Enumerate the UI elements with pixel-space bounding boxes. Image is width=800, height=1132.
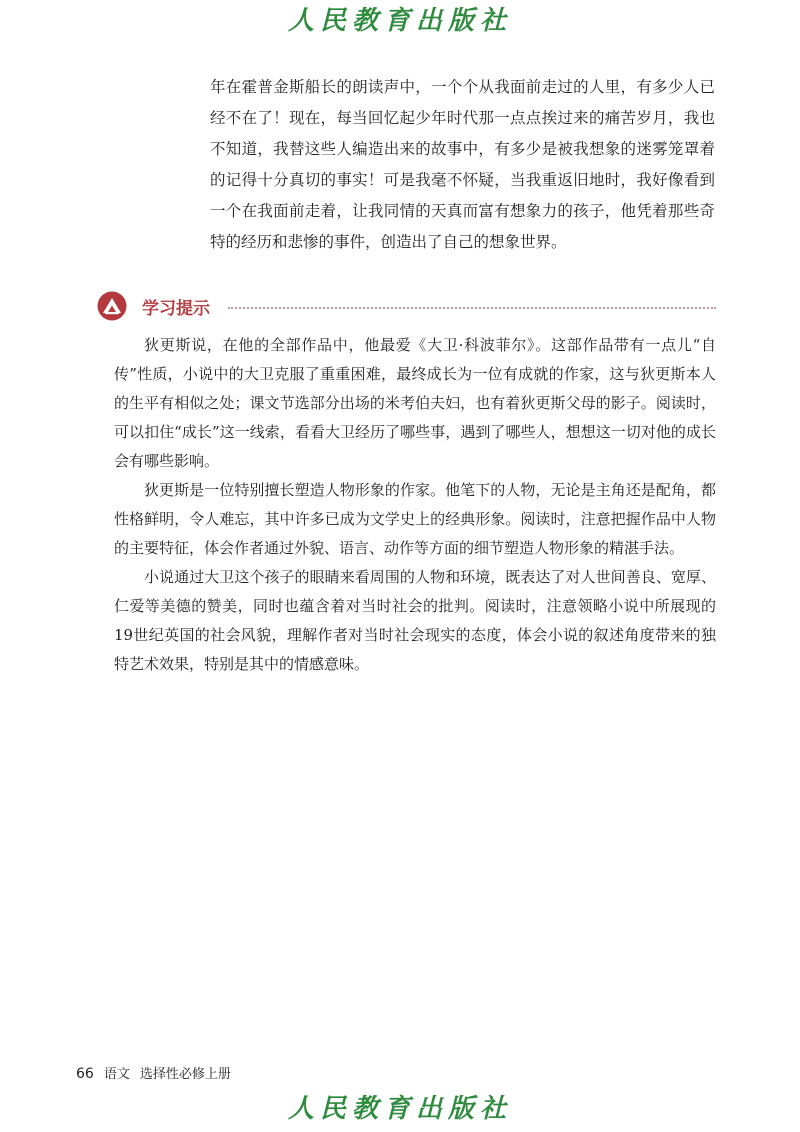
excerpt-paragraph: 年在霍普金斯船长的朗读声中，一个个从我面前走过的人里，有多少人已经不在了！现在，每当回忆起少年时代那一点点挨过来的痛苦岁月，我也不知道，我替这些人编造出来的故事中，有多少是被我想象的迷雾笼罩着的记得十分真切的事实！可是我毫不怀疑，当我重返旧地时，我好像看到一个在我面前走着，让我同情的天真而富有想象力的孩子，他凭着那些奇特的经历和悲惨的事件，创造出了自己的想象世界。 <box>210 78 715 251</box>
dotted-divider <box>228 307 716 309</box>
book-title: 选择性必修上册 <box>139 1067 231 1082</box>
book-subject: 语文 <box>103 1067 130 1082</box>
study-tips-icon <box>96 290 128 322</box>
page-footer <box>76 1063 231 1082</box>
publisher-logo-bottom: 人民教育出版社 <box>287 1094 512 1124</box>
study-tips-header <box>96 288 716 324</box>
study-tips-body <box>114 331 716 679</box>
tips-paragraph-1: 狄更斯说，在他的全部作品中，他最爱《大卫·科波菲尔》。这部作品带有一点儿“自传”性质，小说中的大卫克服了重重困难，最终成长为一位有成就的作家，这与狄更斯本人的生平有相似之处；课文节选部分出场的米考伯夫妇，也有着狄更斯父母的影子。阅读时，可以扣住“成长”这一线索，看看大卫经历了哪些事，遇到了哪些人，想想这一切对他的成长会有哪些影响。 <box>114 336 716 470</box>
page-number: 66 <box>76 1066 94 1082</box>
publisher-logo-top: 人民教育出版社 <box>287 6 512 36</box>
study-tips-title: 学习提示 <box>142 298 210 319</box>
excerpt-block <box>210 72 715 258</box>
tips-paragraph-2: 狄更斯是一位特别擅长塑造人物形象的作家。他笔下的人物，无论是主角还是配角，都性格鲜明，令人难忘，其中许多已成为文学史上的经典形象。阅读时，注意把握作品中人物的主要特征，体会作者通过外貌、语言、动作等方面的细节塑造人物形象的精湛手法。 <box>114 481 716 557</box>
tips-paragraph-3: 小说通过大卫这个孩子的眼睛来看周围的人物和环境，既表达了对人世间善良、宽厚、仁爱等美德的赞美，同时也蕴含着对当时社会的批判。阅读时，注意领略小说中所展现的19世纪英国的社会风貌，理解作者对当时社会现实的态度，体会小说的叙述角度带来的独特艺术效果，特别是其中的情感意味。 <box>114 568 716 673</box>
